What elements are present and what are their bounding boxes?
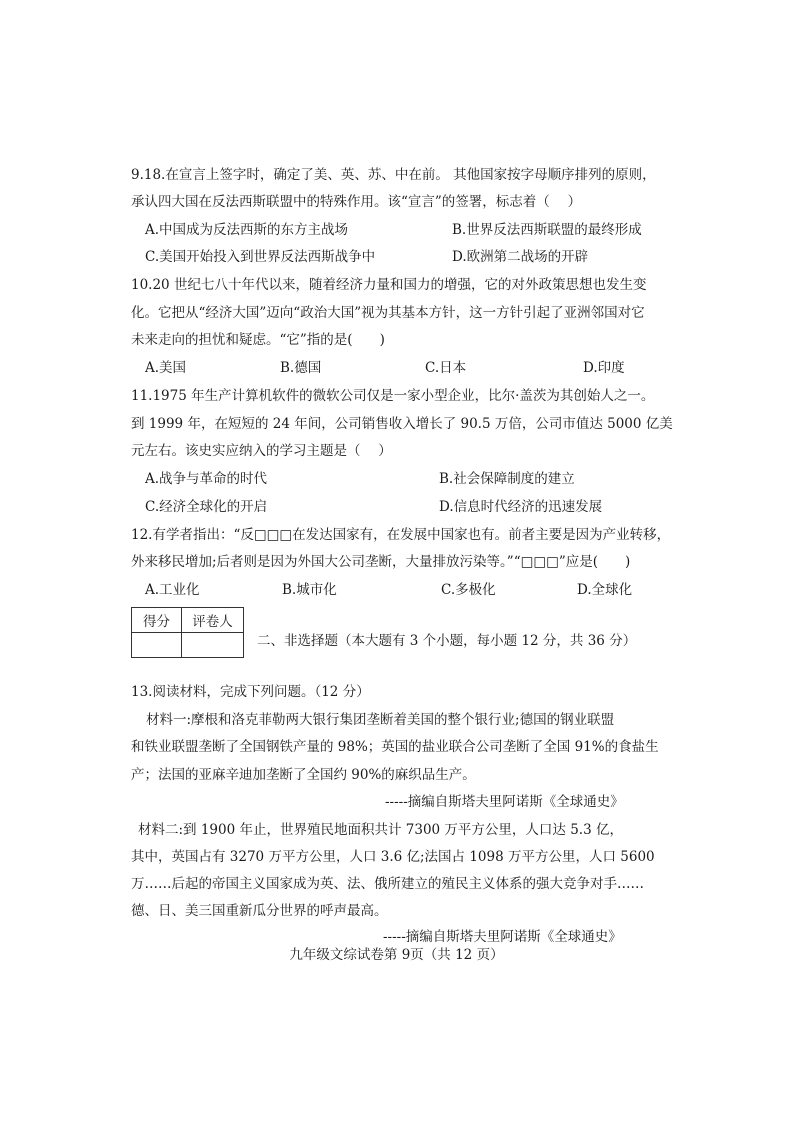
q11-option-d: D.信息时代经济的迅速发展 <box>439 499 603 515</box>
q9-line-2: 承认四大国在反法西斯联盟中的特殊作用。该“宣言”的签署，标志着（ ） <box>131 194 582 210</box>
q13-material1-source: -----摘编自斯塔夫里阿诺斯《全球通史》 <box>385 794 624 810</box>
page-footer: 九年级文综试卷第 9页（共 12 页） <box>289 947 504 963</box>
score-table <box>131 607 244 658</box>
q13-material1-line-1: 材料一:摩根和洛克菲勒两大银行集团垄断着美国的整个银行业;德国的钢业联盟 <box>146 712 615 728</box>
q10-option-c: C.日本 <box>425 360 467 376</box>
q9-option-b: B.世界反法西斯联盟的最终形成 <box>452 222 642 238</box>
q13-material2-line-2: 其中，英国占有 3270 万平方公里，人口 3.6 亿;法国占 1098 万平方公里，人口 5600 <box>131 849 655 865</box>
q12-line-1: 12.有学者指出：“反□□□在发达国家有，在发展中国家也有。前者主要是因为产业转移， <box>131 527 671 543</box>
grader-cell[interactable] <box>182 633 244 658</box>
q9-option-c: C.美国开始投入到世界反法西斯战争中 <box>145 249 376 265</box>
q9-option-d: D.欧洲第二战场的开辟 <box>452 249 589 265</box>
q11-line-1: 11.1975 年生产计算机软件的微软公司仅是一家小型企业，比尔·盖茨为其创始人之一。 <box>131 388 655 404</box>
q11-option-c: C.经济全球化的开启 <box>145 499 268 515</box>
q12-option-b: B.城市化 <box>282 582 337 598</box>
q13-material1-line-3: 产；法国的亚麻辛迪加垄断了全国约 90%的麻织品生产。 <box>131 767 476 783</box>
q13-material2-source: -----摘编自斯塔夫里阿诺斯《全球通史》 <box>383 929 622 945</box>
q10-line-1: 10.20 世纪七八十年代以来，随着经济力量和国力的增强，它的对外政策思想也发生变 <box>131 277 647 293</box>
q13-material2-line-4: 德、日、美三国重新瓜分世界的呼声最高。 <box>131 903 388 919</box>
q9-line-1: 9.18.在宣言上签字时，确定了美、英、苏、中在前。 其他国家按字母顺序排列的原则， <box>131 167 656 183</box>
q10-option-b: B.德国 <box>280 360 322 376</box>
q10-line-3: 未来走向的担忧和疑虑。“它”指的是( ) <box>131 332 385 348</box>
section-2-title: 二、非选择题（本大题有 3 个小题，每小题 12 分，共 36 分） <box>257 633 637 649</box>
q13-material1-line-2: 和铁业联盟垄断了全国钢铁产量的 98%；英国的盐业联合公司垄断了全国 91%的食盐生 <box>131 739 659 755</box>
q13-material2-line-3: 万……后起的帝国主义国家成为英、法、俄所建立的殖民主义体系的强大竞争对手…… <box>131 876 644 892</box>
q10-line-2: 化。它把从“经济大国”迈向“政治大国”视为其基本方针，这一方针引起了亚洲邻国对它 <box>131 305 645 321</box>
q12-option-d: D.全球化 <box>577 582 633 598</box>
q11-option-b: B.社会保障制度的建立 <box>439 471 575 487</box>
q11-option-a: A.战争与革命的时代 <box>145 471 268 487</box>
q10-option-a: A.美国 <box>145 360 187 376</box>
grader-header: 评卷人 <box>182 608 244 633</box>
q13-title: 13.阅读材料，完成下列问题。（12 分） <box>131 684 370 700</box>
q13-material2-line-1: 材料二:到 1900 年止，世界殖民地面积共计 7300 万平方公里，人口达 5.3 亿， <box>138 822 623 838</box>
q11-line-2: 到 1999 年，在短短的 24 年间，公司销售收入增长了 90.5 万倍，公司市值达 5000 亿美 <box>131 416 673 432</box>
q12-option-c: C.多极化 <box>441 582 496 598</box>
score-header: 得分 <box>132 608 182 633</box>
score-cell[interactable] <box>132 633 182 658</box>
q12-option-a: A.工业化 <box>145 582 200 598</box>
q10-option-d: D.印度 <box>583 360 625 376</box>
q12-line-2: 外来移民增加;后者则是因为外国大公司垄断，大量排放污染等。”“□□□”应是( ) <box>131 554 631 570</box>
q11-line-3: 元左右。该史实应纳入的学习主题是（ ） <box>131 443 392 459</box>
q9-option-a: A.中国成为反法西斯的东方主战场 <box>145 222 349 238</box>
